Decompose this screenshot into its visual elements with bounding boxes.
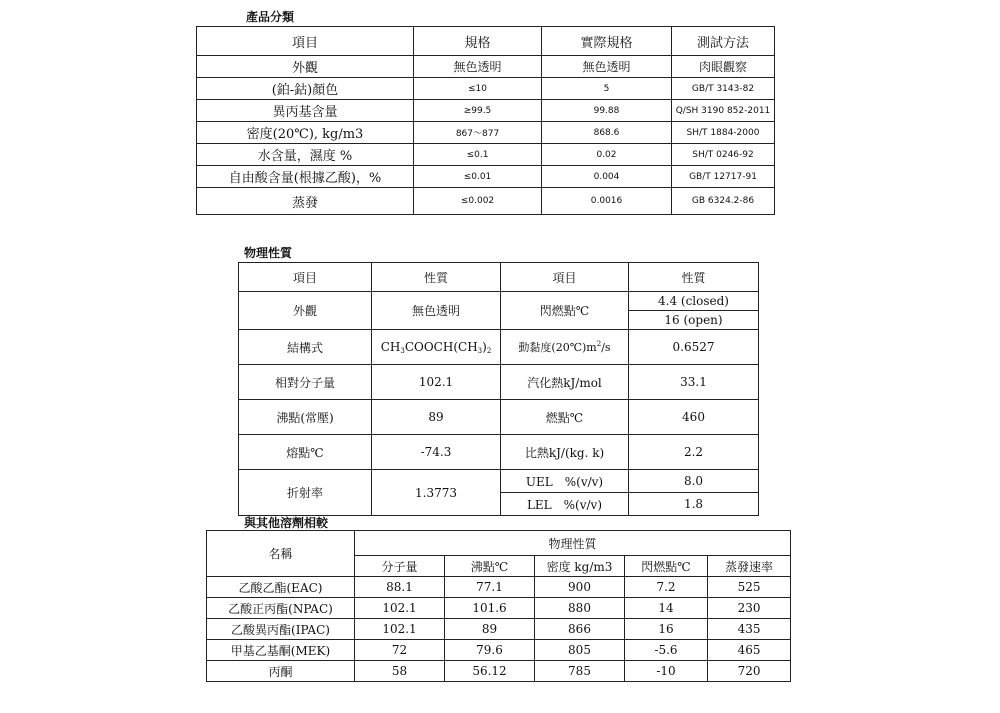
- formula-part: CH: [380, 339, 401, 354]
- table-cell: 7.2: [625, 577, 708, 598]
- table-cell: (鉑-鈷)顏色: [197, 78, 414, 100]
- header-cell: 測試方法: [672, 27, 775, 56]
- table-cell: 燃點℃: [501, 400, 629, 435]
- table-cell: 自由酸含量(根據乙酸)，%: [197, 166, 414, 188]
- table-cell: SH/T 1884-2000: [672, 122, 775, 144]
- table-cell: 相對分子量: [239, 365, 372, 400]
- table-cell: 0.0016: [542, 188, 672, 215]
- table-row: [197, 100, 775, 122]
- table-cell: 甲基乙基酮(MEK): [207, 640, 355, 661]
- table-cell: GB 6324.2-86: [672, 188, 775, 215]
- header-cell: 名稱: [207, 531, 355, 577]
- table-row: [197, 78, 775, 100]
- table-cell: UEL %(v/v): [501, 470, 629, 493]
- table-row: [207, 661, 791, 682]
- product-classification-table: [196, 26, 775, 215]
- table-cell: 720: [708, 661, 791, 682]
- table-row: [207, 577, 791, 598]
- table-cell: 33.1: [629, 365, 759, 400]
- table-cell: 1.3773: [372, 470, 501, 516]
- table-cell: 乙酸乙酯(EAC): [207, 577, 355, 598]
- table-row: [239, 292, 759, 311]
- table-cell: 99.88: [542, 100, 672, 122]
- header-cell: 性質: [629, 263, 759, 292]
- header-cell: 閃燃點℃: [625, 556, 708, 577]
- table-cell: 4.4 (closed): [629, 292, 759, 311]
- table-cell: 465: [708, 640, 791, 661]
- table-row: [239, 330, 759, 365]
- table-cell: 折射率: [239, 470, 372, 516]
- table-row: [197, 188, 775, 215]
- table-cell: 0.02: [542, 144, 672, 166]
- formula-subscript: 3: [400, 346, 405, 355]
- formula-part: COOCH(CH: [404, 339, 478, 354]
- table-header-row: [197, 27, 775, 56]
- table-cell: 101.6: [445, 598, 535, 619]
- table-cell: 汽化熱kJ/mol: [501, 365, 629, 400]
- table-cell: LEL %(v/v): [501, 493, 629, 516]
- table-cell: 比熱kJ/(kg. k): [501, 435, 629, 470]
- table-cell: -74.3: [372, 435, 501, 470]
- table-cell: 蒸發: [197, 188, 414, 215]
- header-cell: 沸點℃: [445, 556, 535, 577]
- table-cell: 89: [372, 400, 501, 435]
- table-cell: 58: [355, 661, 445, 682]
- table-cell: ≤0.1: [414, 144, 542, 166]
- table-cell: -10: [625, 661, 708, 682]
- table-row: [197, 144, 775, 166]
- viscosity-label: 動黏度(20℃)m: [518, 341, 597, 354]
- table-cell: 89: [445, 619, 535, 640]
- table-cell: 866: [535, 619, 625, 640]
- table-cell: GB/T 3143-82: [672, 78, 775, 100]
- table-cell: 乙酸異丙酯(IPAC): [207, 619, 355, 640]
- table-cell: 102.1: [355, 598, 445, 619]
- table-cell: 0.004: [542, 166, 672, 188]
- table-header-row: [239, 263, 759, 292]
- table-cell: 14: [625, 598, 708, 619]
- table-cell: 56.12: [445, 661, 535, 682]
- header-cell: 項目: [197, 27, 414, 56]
- header-cell: 項目: [501, 263, 629, 292]
- table-cell: 密度(20℃), kg/m3: [197, 122, 414, 144]
- table-cell: 乙酸正丙酯(NPAC): [207, 598, 355, 619]
- table-cell: ≤0.01: [414, 166, 542, 188]
- table-row: [239, 365, 759, 400]
- table-cell: 460: [629, 400, 759, 435]
- table-cell: ≤10: [414, 78, 542, 100]
- formula-part: ): [482, 339, 487, 354]
- table-cell: 72: [355, 640, 445, 661]
- table-cell: 2.2: [629, 435, 759, 470]
- table-cell: 0.6527: [629, 330, 759, 365]
- table-cell: 102.1: [355, 619, 445, 640]
- section-title-product-classification: 產品分類: [246, 10, 295, 24]
- table-cell: 230: [708, 598, 791, 619]
- table-row: [239, 400, 759, 435]
- viscosity-unit: /s: [601, 341, 611, 354]
- header-cell: 規格: [414, 27, 542, 56]
- table-cell: 水含量，濕度 %: [197, 144, 414, 166]
- table-row: [207, 640, 791, 661]
- table-cell: Q/SH 3190 852-2011: [672, 100, 775, 122]
- table-cell: 熔點℃: [239, 435, 372, 470]
- physical-properties-table: [238, 262, 759, 516]
- table-cell: 435: [708, 619, 791, 640]
- table-header-row: [207, 531, 791, 556]
- table-cell: 785: [535, 661, 625, 682]
- header-cell: 實際規格: [542, 27, 672, 56]
- table-cell: 16 (open): [629, 311, 759, 330]
- section-title-physical-properties: 物理性質: [244, 246, 293, 260]
- table-cell: 525: [708, 577, 791, 598]
- table-row: [197, 56, 775, 78]
- header-cell: 性質: [372, 263, 501, 292]
- table-cell: 無色透明: [372, 292, 501, 330]
- solvent-comparison-table: [206, 530, 791, 682]
- table-cell: 867～877: [414, 122, 542, 144]
- table-cell: ≥99.5: [414, 100, 542, 122]
- table-cell: 1.8: [629, 493, 759, 516]
- header-cell: 物理性質: [355, 531, 791, 556]
- section-title-solvent-comparison: 與其他溶劑相較: [244, 516, 329, 530]
- table-cell: 880: [535, 598, 625, 619]
- formula-cell: [372, 330, 501, 365]
- table-cell: 900: [535, 577, 625, 598]
- table-cell: 結構式: [239, 330, 372, 365]
- table-cell: 5: [542, 78, 672, 100]
- table-cell: SH/T 0246-92: [672, 144, 775, 166]
- table-cell: 805: [535, 640, 625, 661]
- table-row: [207, 598, 791, 619]
- formula-subscript: 3: [477, 346, 483, 355]
- table-cell: 肉眼觀察: [672, 56, 775, 78]
- table-cell: 8.0: [629, 470, 759, 493]
- viscosity-superscript: 2: [596, 340, 602, 348]
- table-row: [207, 619, 791, 640]
- viscosity-label-cell: [501, 330, 629, 365]
- table-row: [239, 470, 759, 493]
- table-row: [197, 166, 775, 188]
- header-cell: 分子量: [355, 556, 445, 577]
- table-cell: 16: [625, 619, 708, 640]
- table-cell: -5.6: [625, 640, 708, 661]
- table-row: [197, 122, 775, 144]
- table-cell: 閃燃點℃: [501, 292, 629, 330]
- table-cell: GB/T 12717-91: [672, 166, 775, 188]
- table-cell: 沸點(常壓): [239, 400, 372, 435]
- table-cell: 102.1: [372, 365, 501, 400]
- table-cell: 外觀: [197, 56, 414, 78]
- table-cell: 88.1: [355, 577, 445, 598]
- table-cell: 79.6: [445, 640, 535, 661]
- table-cell: 無色透明: [542, 56, 672, 78]
- table-cell: 異丙基含量: [197, 100, 414, 122]
- header-cell: 蒸發速率: [708, 556, 791, 577]
- header-cell: 項目: [239, 263, 372, 292]
- table-cell: 丙酮: [207, 661, 355, 682]
- table-cell: 868.6: [542, 122, 672, 144]
- table-cell: 外觀: [239, 292, 372, 330]
- header-cell: 密度 kg/m3: [535, 556, 625, 577]
- table-row: [239, 435, 759, 470]
- table-cell: ≤0.002: [414, 188, 542, 215]
- table-cell: 77.1: [445, 577, 535, 598]
- table-cell: 無色透明: [414, 56, 542, 78]
- formula-subscript: 2: [486, 346, 492, 355]
